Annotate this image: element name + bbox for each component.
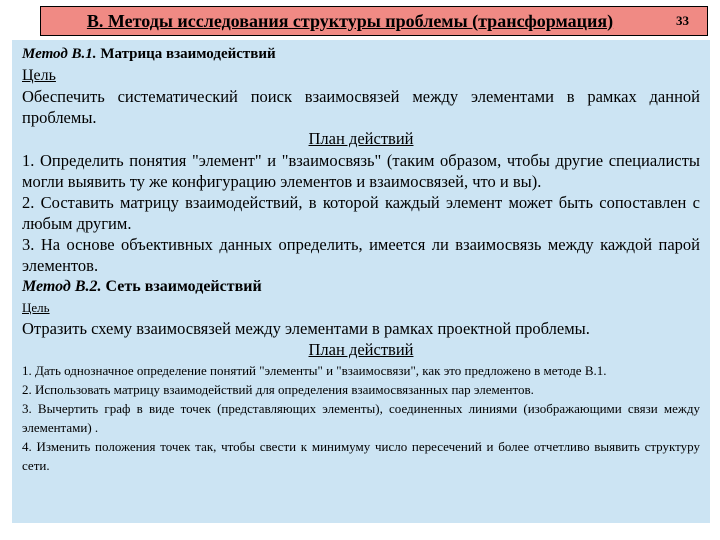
method1-name: Матрица взаимодействий [96, 46, 276, 62]
method2-step-4: 4. Изменить положения точек так, чтобы свести к минимуму число пересечений и более отчетливо выявить структуру сети. [22, 439, 700, 473]
method2-step-3: 3. Вычертить граф в виде точек (представляющих элементы), соединенных линиями (изображающими связи между элементами) . [22, 401, 700, 435]
method2-name: Сеть взаимодействий [101, 278, 262, 295]
method1-goal-label: Цель [22, 67, 56, 84]
title-bar [40, 6, 708, 36]
method1-heading [22, 44, 700, 65]
method1-step-3: 3. На основе объективных данных определить, имеется ли взаимосвязь между каждой парой элементов. [22, 235, 700, 275]
slide-body [12, 40, 710, 523]
method2-step-2: 2. Использовать матрицу взаимодействий для определения взаимосвязанных пар элементов. [22, 382, 534, 397]
page-number: 33 [676, 13, 689, 28]
method2-step-1: 1. Дать однозначное определение понятий "элементы" и "взаимосвязи", как это предложено в методе В.1. [22, 363, 607, 378]
method2-label: Метод В.2. [22, 278, 102, 295]
method2-goal-text: Отразить схему взаимосвязей между элементами в рамках проектной проблемы. [22, 319, 590, 338]
method1-plan-label: План действий [308, 129, 414, 148]
method1-step-1: 1. Определить понятия "элемент" и "взаимосвязь" (таким образом, чтобы другие специалисты могли выявить ту же конфигурацию элементов и взаимосвязей, что и вы). [22, 151, 700, 191]
method2-heading [22, 276, 700, 297]
method1-label: Метод В.1. [22, 46, 97, 62]
slide-title: В. Методы исследования структуры проблемы (трансформация) [86, 10, 614, 31]
method2-goal-label: Цель [22, 300, 50, 315]
method2-plan-label: План действий [308, 340, 414, 359]
method1-step-2: 2. Составить матрицу взаимодействий, в которой каждый элемент может быть сопоставлен с любым другим. [22, 193, 700, 233]
method1-goal-text: Обеспечить систематический поиск взаимосвязей между элементами в рамках данной проблемы. [22, 87, 700, 127]
